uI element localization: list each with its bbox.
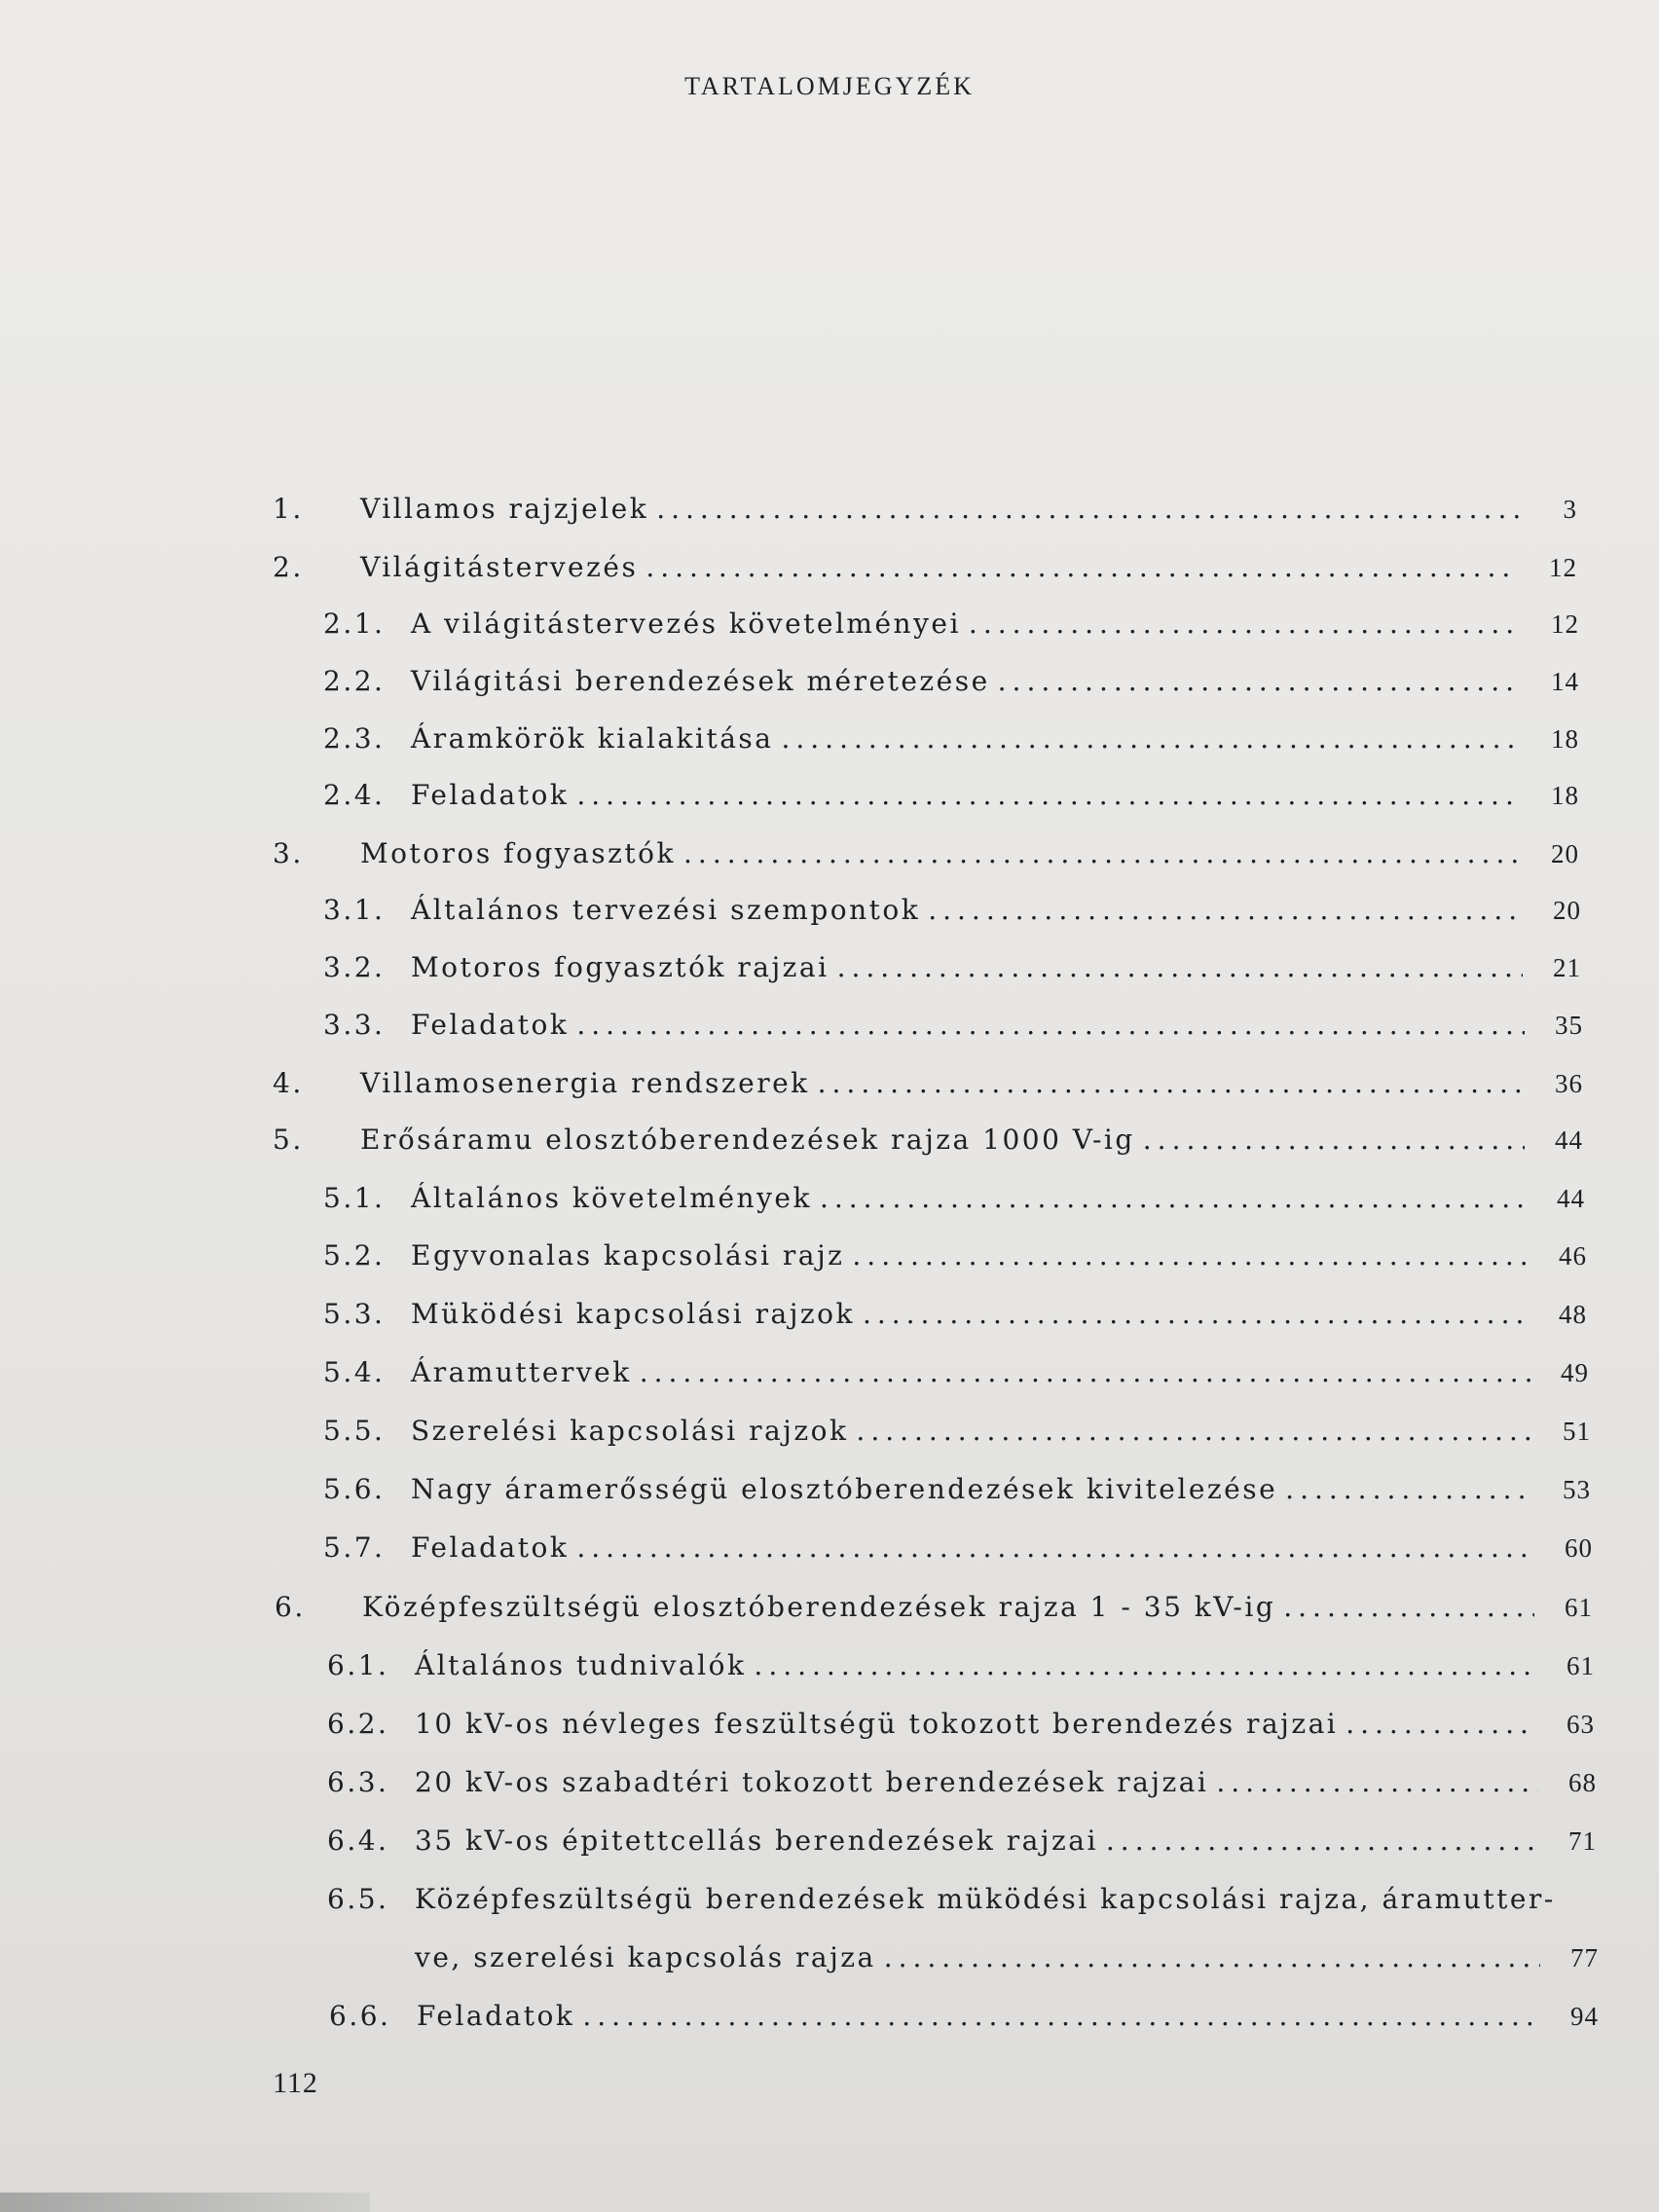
toc-leader-dots	[645, 551, 1519, 583]
toc-leader-dots	[998, 665, 1521, 697]
toc-entry	[327, 1825, 1597, 1857]
toc-leader-dots	[969, 608, 1521, 640]
toc-entry	[327, 1766, 1597, 1798]
toc-entry-number: 6.4.	[327, 1825, 389, 1857]
toc-entry-title: Nagy áramerősségü elosztóberendezések kivitelezése	[411, 1473, 1278, 1505]
toc-leader-dots	[781, 722, 1521, 755]
page-number: 112	[273, 2067, 318, 2099]
toc-leader-dots	[818, 1067, 1525, 1099]
toc-leader-dots	[837, 951, 1523, 983]
toc-entry-page: 18	[1551, 781, 1579, 810]
toc-entry-title: Motoros fogyasztók	[360, 837, 677, 869]
toc-entry-title: Általános követelmények	[411, 1182, 812, 1214]
toc-entry-number: 6.3.	[327, 1766, 389, 1798]
toc-entry-page: 48	[1559, 1300, 1587, 1329]
toc-entry-title: Egyvonalas kapcsolási rajz	[411, 1239, 845, 1272]
toc-entry-number: 5.2.	[323, 1239, 386, 1272]
toc-entry-page: 61	[1567, 1651, 1595, 1680]
toc-entry	[327, 1649, 1595, 1681]
toc-entry-page: 12	[1549, 553, 1577, 582]
toc-entry-title: Áramuttervek	[411, 1356, 632, 1388]
toc-entry-title: Villamos rajzjelek	[360, 493, 649, 525]
toc-entry	[323, 1009, 1583, 1041]
toc-entry	[323, 779, 1579, 811]
toc-leader-dots	[856, 1415, 1532, 1447]
toc-entry-title: A világitástervezés követelményei	[411, 608, 961, 640]
toc-entry-number: 6.5.	[327, 1883, 389, 1915]
toc-entry-page: 94	[1570, 2002, 1599, 2031]
toc-entry	[323, 608, 1579, 640]
toc-leader-dots	[576, 1531, 1534, 1564]
toc-leader-dots	[576, 1009, 1525, 1041]
toc-entry-number: 2.2.	[323, 665, 386, 697]
toc-entry-page: 51	[1563, 1417, 1591, 1446]
toc-entry-page: 44	[1555, 1125, 1583, 1155]
toc-entry-number: 6.6.	[329, 2000, 391, 2032]
toc-leader-dots	[928, 894, 1523, 926]
toc-entry-number: 2.3.	[323, 722, 386, 755]
toc-entry	[323, 1298, 1587, 1330]
toc-entry-title: 20 kV-os szabadtéri tokozott berendezések rajzai	[415, 1766, 1209, 1798]
toc-entry	[273, 551, 1577, 583]
toc-entry-title: Feladatok	[411, 779, 570, 811]
toc-entry-page: 60	[1565, 1533, 1593, 1563]
toc-entry	[273, 1124, 1583, 1156]
toc-entry-number: 5.6.	[323, 1473, 386, 1505]
toc-entry-title: Áramkörök kialakitása	[411, 722, 774, 755]
toc-entry-page: 21	[1553, 953, 1581, 982]
toc-entry	[323, 894, 1581, 926]
toc-entry-number: 6.2.	[327, 1708, 389, 1740]
toc-entry-page: 36	[1555, 1069, 1583, 1098]
toc-entry-number: 1.	[273, 493, 304, 525]
toc-leader-dots	[754, 1649, 1536, 1681]
toc-entry-title: Általános tervezési szempontok	[411, 894, 921, 926]
toc-entry	[323, 1182, 1585, 1214]
toc-entry-number: 5.4.	[323, 1356, 386, 1388]
toc-entry	[323, 665, 1579, 697]
toc-entry	[275, 1591, 1593, 1623]
toc-entry-number: 2.1.	[323, 608, 386, 640]
toc-entry-page: 35	[1555, 1011, 1583, 1040]
toc-entry	[273, 493, 1577, 525]
toc-entry	[323, 951, 1581, 983]
toc-entry	[323, 1415, 1591, 1447]
toc-leader-dots	[1143, 1124, 1525, 1156]
toc-entry-number: 5.	[273, 1124, 304, 1156]
toc-entry-title: Világitástervezés	[360, 551, 639, 583]
toc-entry-title: Középfeszültségü elosztóberendezések rajza 1 - 35 kV-ig	[362, 1591, 1276, 1623]
toc-entry-page: 46	[1559, 1241, 1587, 1271]
toc-entry-title: Feladatok	[411, 1009, 570, 1041]
toc-entry-page: 3	[1563, 495, 1577, 524]
toc-entry-title: Középfeszültségü berendezések müködési kapcsolási rajza, áramutter-	[415, 1883, 1556, 1915]
toc-entry	[323, 1239, 1587, 1272]
toc-entry-title: Feladatok	[411, 1531, 570, 1564]
toc-leader-dots	[683, 837, 1521, 869]
toc-leader-dots	[820, 1182, 1527, 1214]
toc-leader-dots	[582, 2000, 1540, 2032]
toc-entry-page: 61	[1565, 1593, 1593, 1622]
toc-entry-title: Szerelési kapcsolási rajzok	[411, 1415, 849, 1447]
toc-entry-number: 6.	[275, 1591, 306, 1623]
toc-entry	[273, 837, 1579, 869]
toc-leader-dots	[1216, 1766, 1538, 1798]
toc-leader-dots	[640, 1356, 1530, 1388]
toc-entry-number: 5.1.	[323, 1182, 386, 1214]
toc-entry	[323, 722, 1579, 755]
toc-entry-number: 4.	[273, 1067, 304, 1099]
toc-entry-page: 49	[1561, 1358, 1589, 1387]
toc-entry-number: 2.4.	[323, 779, 386, 811]
toc-entry	[327, 1883, 1556, 1915]
toc-entry-page: 20	[1553, 896, 1581, 925]
toc-leader-dots	[1106, 1825, 1538, 1857]
toc-entry-number: 5.3.	[323, 1298, 386, 1330]
toc-entry-page: 53	[1563, 1475, 1591, 1504]
toc-entry-number: 5.7.	[323, 1531, 386, 1564]
toc-entry	[327, 1708, 1595, 1740]
toc-entry-page: 18	[1551, 724, 1579, 754]
toc-entry-continuation	[415, 1941, 1599, 1973]
toc-entry-title: Általános tudnivalók	[415, 1649, 747, 1681]
toc-leader-dots	[576, 779, 1521, 811]
toc-entry-page: 68	[1568, 1768, 1597, 1797]
toc-entry-page: 63	[1567, 1710, 1595, 1739]
toc-entry-number: 3.2.	[323, 951, 386, 983]
toc-entry-title: 35 kV-os épitettcellás berendezések rajzai	[415, 1825, 1098, 1857]
toc-entry-page: 20	[1551, 839, 1579, 868]
toc-leader-dots	[852, 1239, 1529, 1272]
toc-entry-number: 5.5.	[323, 1415, 386, 1447]
toc-entry-number: 3.3.	[323, 1009, 386, 1041]
toc-leader-dots	[863, 1298, 1529, 1330]
toc-entry-page: 71	[1568, 1826, 1597, 1856]
toc-entry-title: ve, szerelési kapcsolás rajza	[415, 1941, 876, 1973]
page-title: TARTALOMJEGYZÉK	[684, 72, 975, 100]
toc-entry-page: 12	[1551, 609, 1579, 639]
toc-entry-page: 77	[1570, 1943, 1599, 1972]
toc-entry-page: 44	[1557, 1184, 1585, 1213]
toc-entry-number: 3.	[273, 837, 304, 869]
toc-entry	[323, 1473, 1591, 1505]
toc-entry-number: 6.1.	[327, 1649, 389, 1681]
toc-entry-title: Motoros fogyasztók rajzai	[411, 951, 830, 983]
toc-entry-title: Feladatok	[417, 2000, 575, 2032]
toc-entry-page: 14	[1551, 667, 1579, 696]
toc-entry-title: Villamosenergia rendszerek	[360, 1067, 810, 1099]
toc-entry	[323, 1531, 1593, 1564]
toc-entry-title: Müködési kapcsolási rajzok	[411, 1298, 855, 1330]
toc-entry-number: 2.	[273, 551, 304, 583]
watermark-strip	[0, 2193, 370, 2212]
toc-leader-dots	[1285, 1473, 1532, 1505]
toc-leader-dots	[884, 1941, 1540, 1973]
toc-leader-dots	[656, 493, 1519, 525]
toc-entry	[329, 2000, 1599, 2032]
toc-entry-title: Erősáramu elosztóberendezések rajza 1000 V-ig	[360, 1124, 1135, 1156]
toc-entry	[273, 1067, 1583, 1099]
toc-entry	[323, 1356, 1589, 1388]
toc-entry-title: Világitási berendezések méretezése	[411, 665, 990, 697]
toc-leader-dots	[1346, 1708, 1536, 1740]
toc-entry-title: 10 kV-os névleges feszültségü tokozott berendezés rajzai	[415, 1708, 1339, 1740]
toc-leader-dots	[1283, 1591, 1534, 1623]
toc-entry-number: 3.1.	[323, 894, 386, 926]
